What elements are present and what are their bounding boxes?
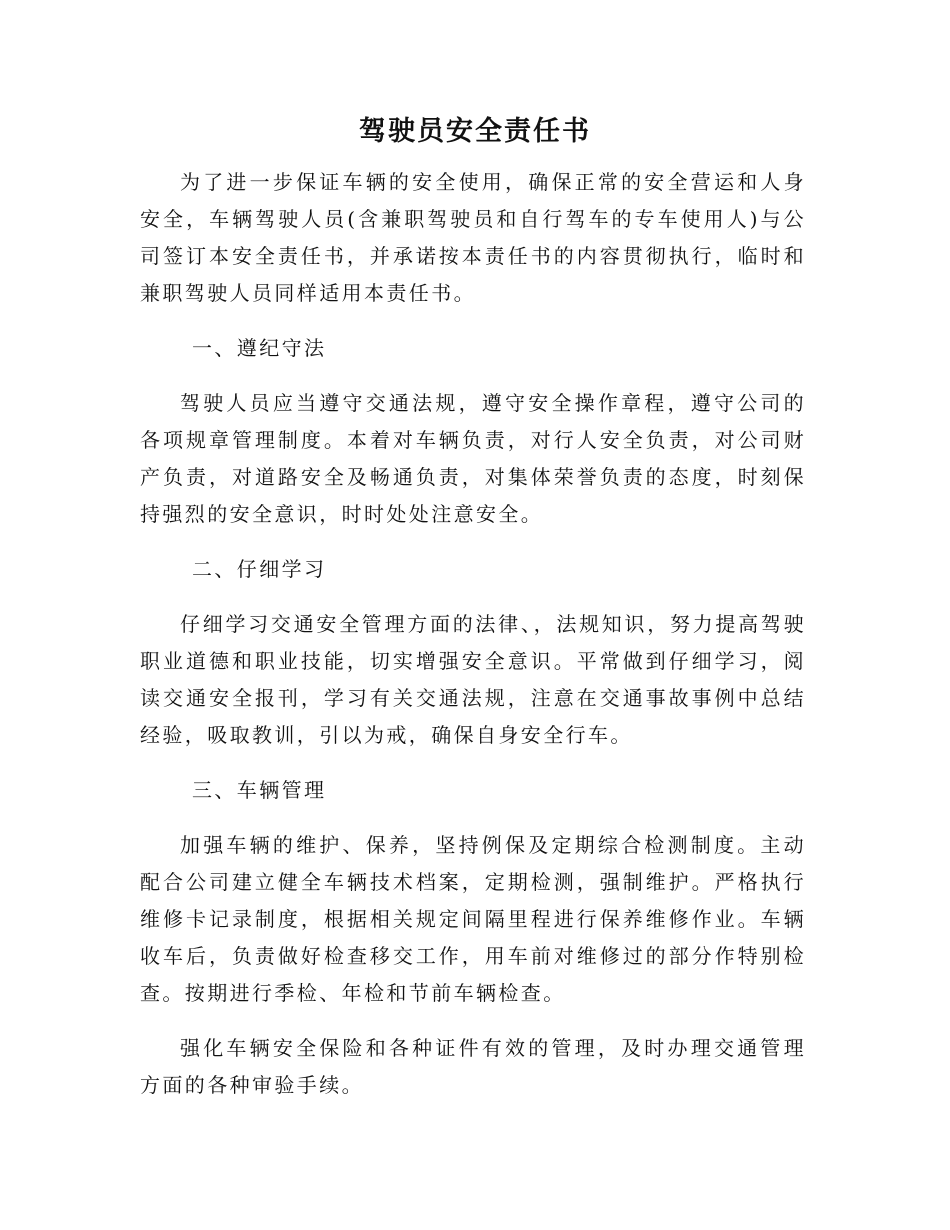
document-body [140,164,806,1104]
intro-paragraph: 为了进一步保证车辆的安全使用，确保正常的安全营运和人身安全，车辆驾驶人员(含兼职驾驶员和自行驾车的专车使用人)与公司签订本安全责任书，并承诺按本责任书的内容贯彻执行，临时和兼职驾驶人员同样适用本责任书。 [140,170,806,305]
section-3-paragraph-2: 强化车辆安全保险和各种证件有效的管理，及时办理交通管理方面的各种审验手续。 [140,1036,806,1097]
document-title: 驾驶员安全责任书 [359,116,591,147]
section-heading-1: 一、遵纪守法 [192,336,327,360]
section-3-paragraph-1: 加强车辆的维护、保养，坚持例保及定期综合检测制度。主动配合公司建立健全车辆技术档案，定期检测，强制维护。严格执行维修卡记录制度，根据相关规定间隔里程进行保养维修作业。车辆收车后，负责做好检查移交工作，用车前对维修过的部分作特别检查。按期进行季检、年检和节前车辆检查。 [140,833,806,1005]
section-2-paragraph-1: 仔细学习交通安全管理方面的法律、，法规知识，努力提高驾驶职业道德和职业技能，切实增强安全意识。平常做到仔细学习，阅读交通安全报刊，学习有关交通法规，注意在交通事故事例中总结经验，吸取教训，引以为戒，确保自身安全行车。 [140,612,806,747]
section-1-paragraph-1: 驾驶人员应当遵守交通法规，遵守安全操作章程，遵守公司的各项规章管理制度。本着对车辆负责，对行人安全负责，对公司财产负责，对道路安全及畅通负责，对集体荣誉负责的态度，时刻保持强烈的安全意识，时时处处注意安全。 [140,391,806,526]
section-heading-3: 三、车辆管理 [192,778,327,802]
section-heading-2: 二、仔细学习 [192,557,327,581]
